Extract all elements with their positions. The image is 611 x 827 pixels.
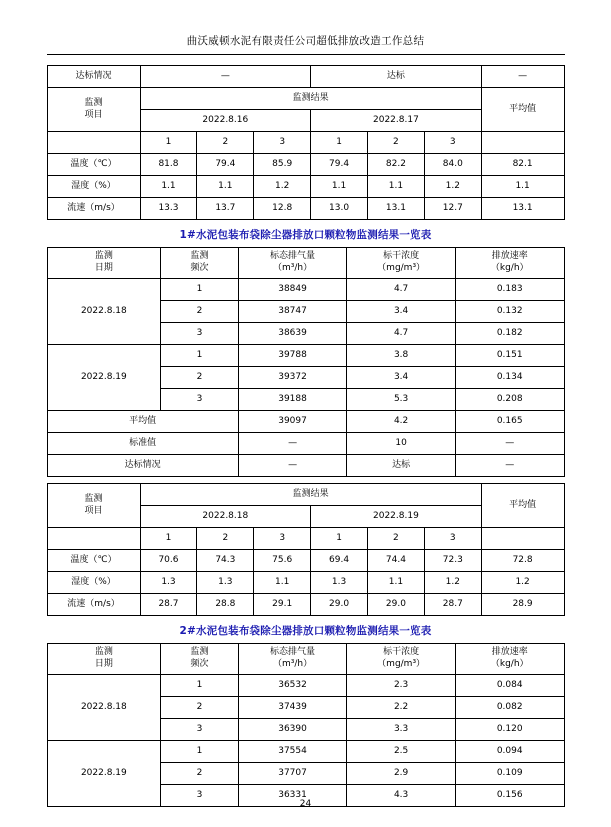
empty-cell bbox=[481, 528, 564, 550]
data-cell-rate: 0.082 bbox=[455, 697, 564, 719]
num-cell: 1 bbox=[140, 132, 197, 154]
num-cell: 2 bbox=[367, 132, 424, 154]
header-rate bbox=[455, 248, 564, 279]
data-cell: 1.2 bbox=[424, 176, 481, 198]
data-cell: 13.3 bbox=[140, 198, 197, 220]
data-cell-concentration: 2.3 bbox=[347, 675, 456, 697]
table-row bbox=[47, 66, 564, 88]
data-cell-rate: 0.182 bbox=[455, 323, 564, 345]
data-cell: 13.0 bbox=[311, 198, 368, 220]
num-cell: 2 bbox=[197, 132, 254, 154]
header-frequency-line1: 监测 bbox=[190, 251, 209, 262]
data-cell: 28.8 bbox=[197, 594, 254, 616]
standard-flow: — bbox=[238, 433, 347, 455]
data-cell: 13.7 bbox=[197, 198, 254, 220]
data-cell-frequency: 3 bbox=[161, 719, 239, 741]
data-cell: 1.1 bbox=[140, 176, 197, 198]
item-header-line2: 项目 bbox=[84, 505, 103, 516]
data-cell: 1.3 bbox=[140, 572, 197, 594]
data-cell-flow: 38639 bbox=[238, 323, 347, 345]
results-header: 监测结果 bbox=[140, 88, 481, 110]
header-rate-line2: （kg/h） bbox=[490, 263, 529, 273]
data-cell: 1.1 bbox=[367, 572, 424, 594]
data-cell: 1.1 bbox=[254, 572, 311, 594]
date-header-1: 2022.8.18 bbox=[140, 506, 311, 528]
data-cell-rate: 0.156 bbox=[455, 785, 564, 807]
data-cell-average: 82.1 bbox=[481, 154, 564, 176]
table-row bbox=[47, 572, 564, 594]
header-frequency-line1: 监测 bbox=[190, 647, 209, 658]
data-cell-frequency: 2 bbox=[161, 301, 239, 323]
compliance-value-3: — bbox=[481, 66, 564, 88]
data-cell-average: 1.2 bbox=[481, 572, 564, 594]
data-cell: 79.4 bbox=[311, 154, 368, 176]
data-cell: 29.1 bbox=[254, 594, 311, 616]
empty-cell bbox=[47, 132, 140, 154]
data-cell-frequency: 2 bbox=[161, 763, 239, 785]
table-row bbox=[47, 550, 564, 572]
header-flow bbox=[238, 644, 347, 675]
standard-rate: — bbox=[455, 433, 564, 455]
data-cell: 1.1 bbox=[197, 176, 254, 198]
data-cell-flow: 39788 bbox=[238, 345, 347, 367]
table-row bbox=[47, 675, 564, 697]
data-cell-flow: 38849 bbox=[238, 279, 347, 301]
group-date: 2022.8.18 bbox=[47, 675, 161, 741]
header-frequency-line2: 频次 bbox=[190, 659, 209, 669]
data-cell: 28.7 bbox=[424, 594, 481, 616]
average-concentration: 4.2 bbox=[347, 411, 456, 433]
date-header-2: 2022.8.17 bbox=[311, 110, 482, 132]
table-row-average bbox=[47, 411, 564, 433]
page-header-title: 曲沃威顿水泥有限责任公司超低排放改造工作总结 bbox=[186, 35, 425, 47]
table-header-row bbox=[47, 484, 564, 506]
header-concentration-line1: 标干浓度 bbox=[383, 251, 420, 262]
data-cell: 74.3 bbox=[197, 550, 254, 572]
table-row bbox=[47, 741, 564, 763]
data-cell-concentration: 4.7 bbox=[347, 323, 456, 345]
data-cell-concentration: 4.3 bbox=[347, 785, 456, 807]
num-cell: 1 bbox=[140, 528, 197, 550]
data-cell-flow: 38747 bbox=[238, 301, 347, 323]
page-content bbox=[47, 55, 565, 807]
data-cell: 70.6 bbox=[140, 550, 197, 572]
data-cell: 12.7 bbox=[424, 198, 481, 220]
data-cell-average: 28.9 bbox=[481, 594, 564, 616]
row-label: 温度（℃） bbox=[47, 154, 140, 176]
data-cell-frequency: 2 bbox=[161, 697, 239, 719]
table-numbers-row bbox=[47, 528, 564, 550]
data-cell-concentration: 2.9 bbox=[347, 763, 456, 785]
standard-label: 标准值 bbox=[47, 433, 238, 455]
data-cell: 1.2 bbox=[424, 572, 481, 594]
data-cell: 1.1 bbox=[367, 176, 424, 198]
data-cell: 69.4 bbox=[311, 550, 368, 572]
table-row bbox=[47, 279, 564, 301]
standard-concentration: 10 bbox=[347, 433, 456, 455]
data-cell: 12.8 bbox=[254, 198, 311, 220]
group-date: 2022.8.19 bbox=[47, 741, 161, 807]
data-cell-rate: 0.120 bbox=[455, 719, 564, 741]
data-cell-concentration: 5.3 bbox=[347, 389, 456, 411]
compliance-flow: — bbox=[238, 455, 347, 477]
data-cell-frequency: 3 bbox=[161, 785, 239, 807]
header-frequency bbox=[161, 248, 239, 279]
data-cell-flow: 36390 bbox=[238, 719, 347, 741]
data-cell: 29.0 bbox=[367, 594, 424, 616]
header-frequency bbox=[161, 644, 239, 675]
data-cell: 1.3 bbox=[311, 572, 368, 594]
header-rate bbox=[455, 644, 564, 675]
data-cell-concentration: 3.8 bbox=[347, 345, 456, 367]
data-cell-rate: 0.151 bbox=[455, 345, 564, 367]
data-cell: 1.3 bbox=[197, 572, 254, 594]
num-cell: 1 bbox=[311, 132, 368, 154]
compliance-label: 达标情况 bbox=[47, 66, 140, 88]
data-cell-flow: 36331 bbox=[238, 785, 347, 807]
table-header-row bbox=[47, 644, 564, 675]
data-cell-concentration: 4.7 bbox=[347, 279, 456, 301]
data-cell-average: 13.1 bbox=[481, 198, 564, 220]
data-cell-rate: 0.132 bbox=[455, 301, 564, 323]
header-date bbox=[47, 644, 161, 675]
data-cell-frequency: 1 bbox=[161, 279, 239, 301]
header-date-line2: 日期 bbox=[94, 263, 113, 273]
header-flow-line2: （m³/h） bbox=[273, 263, 313, 273]
header-frequency-line2: 频次 bbox=[190, 263, 209, 273]
date-header-1: 2022.8.16 bbox=[140, 110, 311, 132]
data-cell-frequency: 3 bbox=[161, 323, 239, 345]
table-row bbox=[47, 176, 564, 198]
results-header: 监测结果 bbox=[140, 484, 481, 506]
compliance-concentration: 达标 bbox=[347, 455, 456, 477]
header-flow-line2: （m³/h） bbox=[273, 659, 313, 669]
table-1-environment-params bbox=[47, 483, 565, 616]
row-label: 温度（℃） bbox=[47, 550, 140, 572]
data-cell: 28.7 bbox=[140, 594, 197, 616]
item-header-line1: 监测 bbox=[84, 97, 103, 108]
caption-table-1: 1#水泥包装布袋除尘器排放口颗粒物监测结果一览表 bbox=[179, 229, 432, 241]
data-cell-rate: 0.183 bbox=[455, 279, 564, 301]
compliance-label: 达标情况 bbox=[47, 455, 238, 477]
data-cell: 81.8 bbox=[140, 154, 197, 176]
average-label: 平均值 bbox=[47, 411, 238, 433]
header-concentration-line2: （mg/m³） bbox=[377, 659, 426, 669]
header-rate-line2: （kg/h） bbox=[490, 659, 529, 669]
table-row bbox=[47, 198, 564, 220]
data-cell-concentration: 3.4 bbox=[347, 301, 456, 323]
data-cell-rate: 0.094 bbox=[455, 741, 564, 763]
data-cell-frequency: 3 bbox=[161, 389, 239, 411]
table-1-emissions bbox=[47, 247, 565, 477]
header-flow bbox=[238, 248, 347, 279]
header-concentration bbox=[347, 248, 456, 279]
data-cell: 84.0 bbox=[424, 154, 481, 176]
item-header-line2: 项目 bbox=[84, 109, 103, 120]
data-cell: 1.2 bbox=[254, 176, 311, 198]
num-cell: 2 bbox=[367, 528, 424, 550]
data-cell-rate: 0.109 bbox=[455, 763, 564, 785]
row-label: 流速（m/s） bbox=[47, 198, 140, 220]
header-concentration-line1: 标干浓度 bbox=[383, 647, 420, 658]
data-cell-flow: 36532 bbox=[238, 675, 347, 697]
item-header-line1: 监测 bbox=[84, 493, 103, 504]
data-cell-rate: 0.134 bbox=[455, 367, 564, 389]
data-cell-average: 72.8 bbox=[481, 550, 564, 572]
data-cell-concentration: 3.4 bbox=[347, 367, 456, 389]
data-cell: 82.2 bbox=[367, 154, 424, 176]
table-numbers-row bbox=[47, 132, 564, 154]
compliance-value-2: 达标 bbox=[311, 66, 482, 88]
table-row bbox=[47, 154, 564, 176]
table-top-continuation bbox=[47, 65, 565, 220]
data-cell-flow: 37707 bbox=[238, 763, 347, 785]
header-concentration-line2: （mg/m³） bbox=[377, 263, 426, 273]
table-row-compliance bbox=[47, 455, 564, 477]
num-cell: 3 bbox=[424, 528, 481, 550]
table-header-row bbox=[47, 248, 564, 279]
data-cell-flow: 37439 bbox=[238, 697, 347, 719]
data-cell-rate: 0.084 bbox=[455, 675, 564, 697]
header-date-line1: 监测 bbox=[94, 251, 113, 262]
data-cell: 13.1 bbox=[367, 198, 424, 220]
group-date: 2022.8.19 bbox=[47, 345, 161, 411]
data-cell-concentration: 2.2 bbox=[347, 697, 456, 719]
table-header-row bbox=[47, 88, 564, 110]
average-rate: 0.165 bbox=[455, 411, 564, 433]
average-flow: 39097 bbox=[238, 411, 347, 433]
data-cell-flow: 39188 bbox=[238, 389, 347, 411]
average-header: 平均值 bbox=[481, 484, 564, 528]
data-cell: 29.0 bbox=[311, 594, 368, 616]
num-cell: 1 bbox=[311, 528, 368, 550]
header-concentration bbox=[347, 644, 456, 675]
group-date: 2022.8.18 bbox=[47, 279, 161, 345]
header-date-line1: 监测 bbox=[94, 647, 113, 658]
compliance-rate: — bbox=[455, 455, 564, 477]
data-cell-concentration: 3.3 bbox=[347, 719, 456, 741]
data-cell: 74.4 bbox=[367, 550, 424, 572]
row-label: 湿度（%） bbox=[47, 176, 140, 198]
data-cell-average: 1.1 bbox=[481, 176, 564, 198]
num-cell: 2 bbox=[197, 528, 254, 550]
data-cell-concentration: 2.5 bbox=[347, 741, 456, 763]
empty-cell bbox=[481, 132, 564, 154]
num-cell: 3 bbox=[254, 528, 311, 550]
data-cell-rate: 0.208 bbox=[455, 389, 564, 411]
data-cell-frequency: 1 bbox=[161, 345, 239, 367]
data-cell: 85.9 bbox=[254, 154, 311, 176]
row-label: 流速（m/s） bbox=[47, 594, 140, 616]
header-rate-line1: 排放速率 bbox=[491, 251, 528, 262]
data-cell: 75.6 bbox=[254, 550, 311, 572]
table-row bbox=[47, 594, 564, 616]
data-cell: 1.1 bbox=[311, 176, 368, 198]
header-flow-line1: 标态排气量 bbox=[270, 647, 316, 658]
num-cell: 3 bbox=[254, 132, 311, 154]
data-cell-flow: 37554 bbox=[238, 741, 347, 763]
data-cell-frequency: 1 bbox=[161, 675, 239, 697]
data-cell: 72.3 bbox=[424, 550, 481, 572]
header-date-line2: 日期 bbox=[94, 659, 113, 669]
empty-cell bbox=[47, 528, 140, 550]
data-cell-frequency: 1 bbox=[161, 741, 239, 763]
table-row-standard bbox=[47, 433, 564, 455]
table-2-emissions bbox=[47, 643, 565, 807]
data-cell: 79.4 bbox=[197, 154, 254, 176]
data-cell-flow: 39372 bbox=[238, 367, 347, 389]
num-cell: 3 bbox=[424, 132, 481, 154]
header-date bbox=[47, 248, 161, 279]
data-cell-frequency: 2 bbox=[161, 367, 239, 389]
table-row bbox=[47, 345, 564, 367]
caption-table-2: 2#水泥包装布袋除尘器排放口颗粒物监测结果一览表 bbox=[179, 625, 432, 637]
item-header bbox=[47, 88, 140, 132]
header-flow-line1: 标态排气量 bbox=[270, 251, 316, 262]
compliance-value-1: — bbox=[140, 66, 311, 88]
item-header bbox=[47, 484, 140, 528]
row-label: 湿度（%） bbox=[47, 572, 140, 594]
date-header-2: 2022.8.19 bbox=[311, 506, 482, 528]
header-rate-line1: 排放速率 bbox=[491, 647, 528, 658]
average-header: 平均值 bbox=[481, 88, 564, 132]
page-number: 24 bbox=[299, 799, 312, 809]
